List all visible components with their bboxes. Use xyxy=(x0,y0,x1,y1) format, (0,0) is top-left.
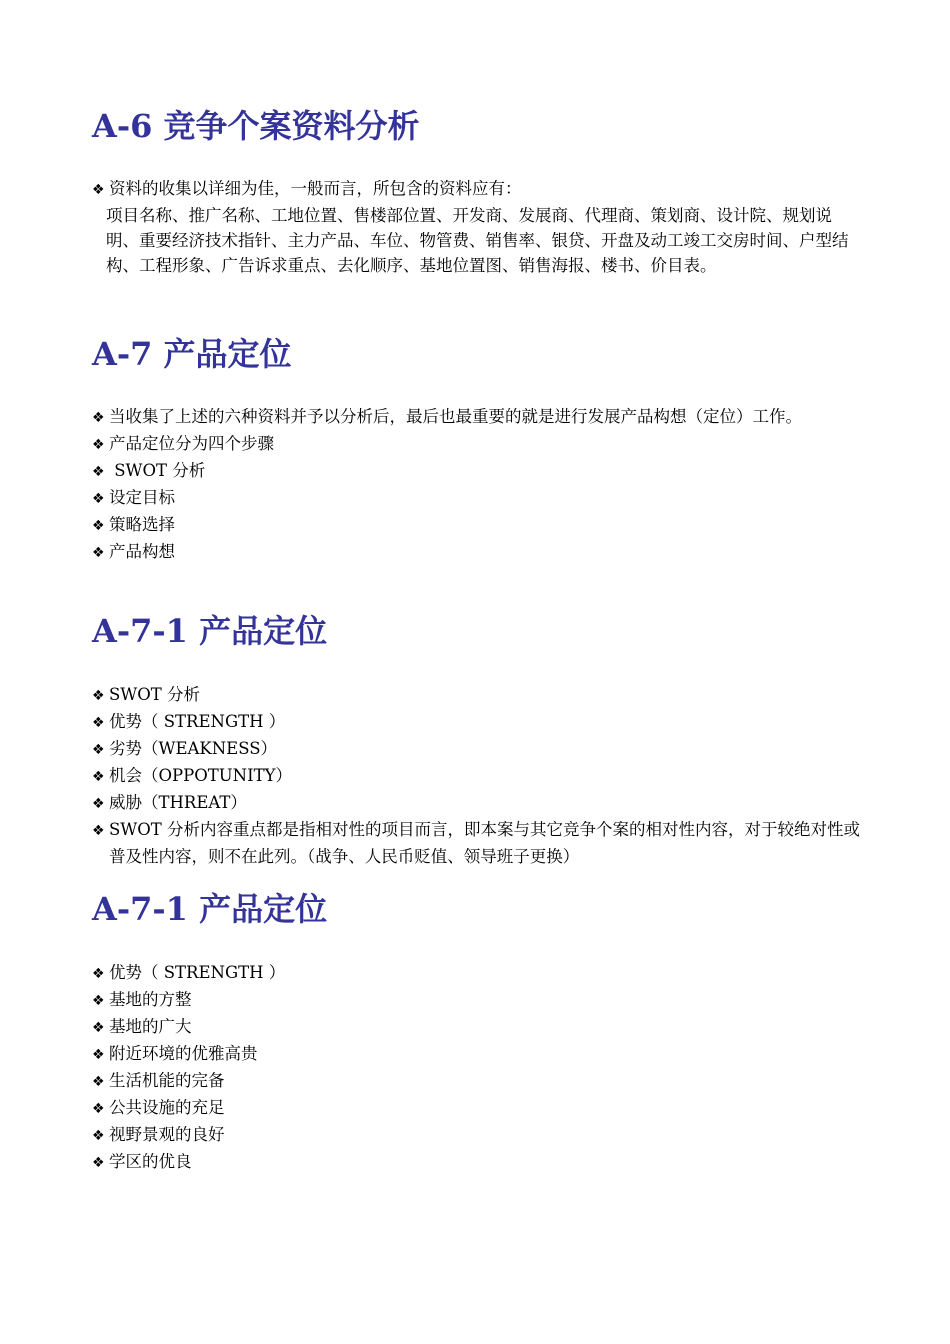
list-item: ❖ 资料的收集以详细为佳，一般而言，所包含的资料应有： xyxy=(92,176,862,203)
list-item: ❖ 公共设施的充足 xyxy=(92,1095,862,1122)
list-item: ❖ 当收集了上述的六种资料并予以分析后，最后也最重要的就是进行发展产品构想（定位）工作。 xyxy=(92,404,862,431)
list-item: ❖ 威胁（THREAT） xyxy=(92,790,862,817)
list-item: ❖ SWOT 分析 xyxy=(92,458,862,485)
diamond-bullet-icon: ❖ xyxy=(92,1074,105,1090)
diamond-bullet-icon: ❖ xyxy=(92,410,105,426)
list-item: ❖ 基地的广大 xyxy=(92,1014,862,1041)
list-item: ❖ 劣势（WEAKNESS） xyxy=(92,736,862,763)
diamond-bullet-icon: ❖ xyxy=(92,823,105,839)
diamond-bullet-icon: ❖ xyxy=(92,437,105,453)
section-body-a6 xyxy=(92,176,862,278)
diamond-bullet-icon: ❖ xyxy=(92,796,105,812)
list-item: ❖ 视野景观的良好 xyxy=(92,1122,862,1149)
list-item: ❖ 附近环境的优雅高贵 xyxy=(92,1041,862,1068)
diamond-bullet-icon: ❖ xyxy=(92,182,105,198)
section-heading-a7: A-7 产品定位 xyxy=(92,335,292,373)
list-item: ❖ 产品定位分为四个步骤 xyxy=(92,431,862,458)
list-item: ❖ 策略选择 xyxy=(92,512,862,539)
section-heading-a7-1: A-7-1 产品定位 xyxy=(92,612,328,650)
list-item: ❖ SWOT 分析内容重点都是指相对性的项目而言，即本案与其它竞争个案的相对性内容，对于较绝对性或普及性内容，则不在此列。（战争、人民币贬值、领导班子更换） xyxy=(92,820,861,866)
diamond-bullet-icon: ❖ xyxy=(92,688,105,704)
diamond-bullet-icon: ❖ xyxy=(92,1101,105,1117)
section-body-a7-1 xyxy=(92,682,862,869)
diamond-bullet-icon: ❖ xyxy=(92,966,105,982)
list-item: ❖ 生活机能的完备 xyxy=(92,1068,862,1095)
diamond-bullet-icon: ❖ xyxy=(92,518,105,534)
diamond-bullet-icon: ❖ xyxy=(92,491,105,507)
section-body-a7 xyxy=(92,404,862,566)
list-item: ❖ 学区的优良 xyxy=(92,1149,862,1176)
list-item: ❖ 基地的方整 xyxy=(92,987,862,1014)
diamond-bullet-icon: ❖ xyxy=(92,1047,105,1063)
diamond-bullet-icon: ❖ xyxy=(92,769,105,785)
list-item: ❖ SWOT 分析 xyxy=(92,682,862,709)
diamond-bullet-icon: ❖ xyxy=(92,742,105,758)
diamond-bullet-icon: ❖ xyxy=(92,715,105,731)
list-item: ❖ 优势（ STRENGTH ） xyxy=(92,709,862,736)
list-item: ❖ 优势（ STRENGTH ） xyxy=(92,960,862,987)
section-heading-a6: A-6 竞争个案资料分析 xyxy=(92,107,420,145)
list-item: ❖ 产品构想 xyxy=(92,539,862,566)
diamond-bullet-icon: ❖ xyxy=(92,1155,105,1171)
diamond-bullet-icon: ❖ xyxy=(92,464,105,480)
diamond-bullet-icon: ❖ xyxy=(92,993,105,1009)
section-heading-a7-1-strengths: A-7-1 产品定位 xyxy=(92,890,328,928)
section-body-strengths xyxy=(92,960,862,1176)
list-item-continuation: 项目名称、推广名称、工地位置、售楼部位置、开发商、发展商、代理商、策划商、设计院、规划说明、重要经济技术指针、主力产品、车位、物管费、销售率、银贷、开盘及动工竣工交房时间、户型结构、工程形象、广告诉求重点、去化顺序、基地位置图、销售海报、楼书、价目表。 xyxy=(106,206,849,275)
diamond-bullet-icon: ❖ xyxy=(92,1020,105,1036)
list-item: ❖ 机会（OPPOTUNITY） xyxy=(92,763,862,790)
diamond-bullet-icon: ❖ xyxy=(92,1128,105,1144)
diamond-bullet-icon: ❖ xyxy=(92,545,105,561)
list-item: ❖ 设定目标 xyxy=(92,485,862,512)
